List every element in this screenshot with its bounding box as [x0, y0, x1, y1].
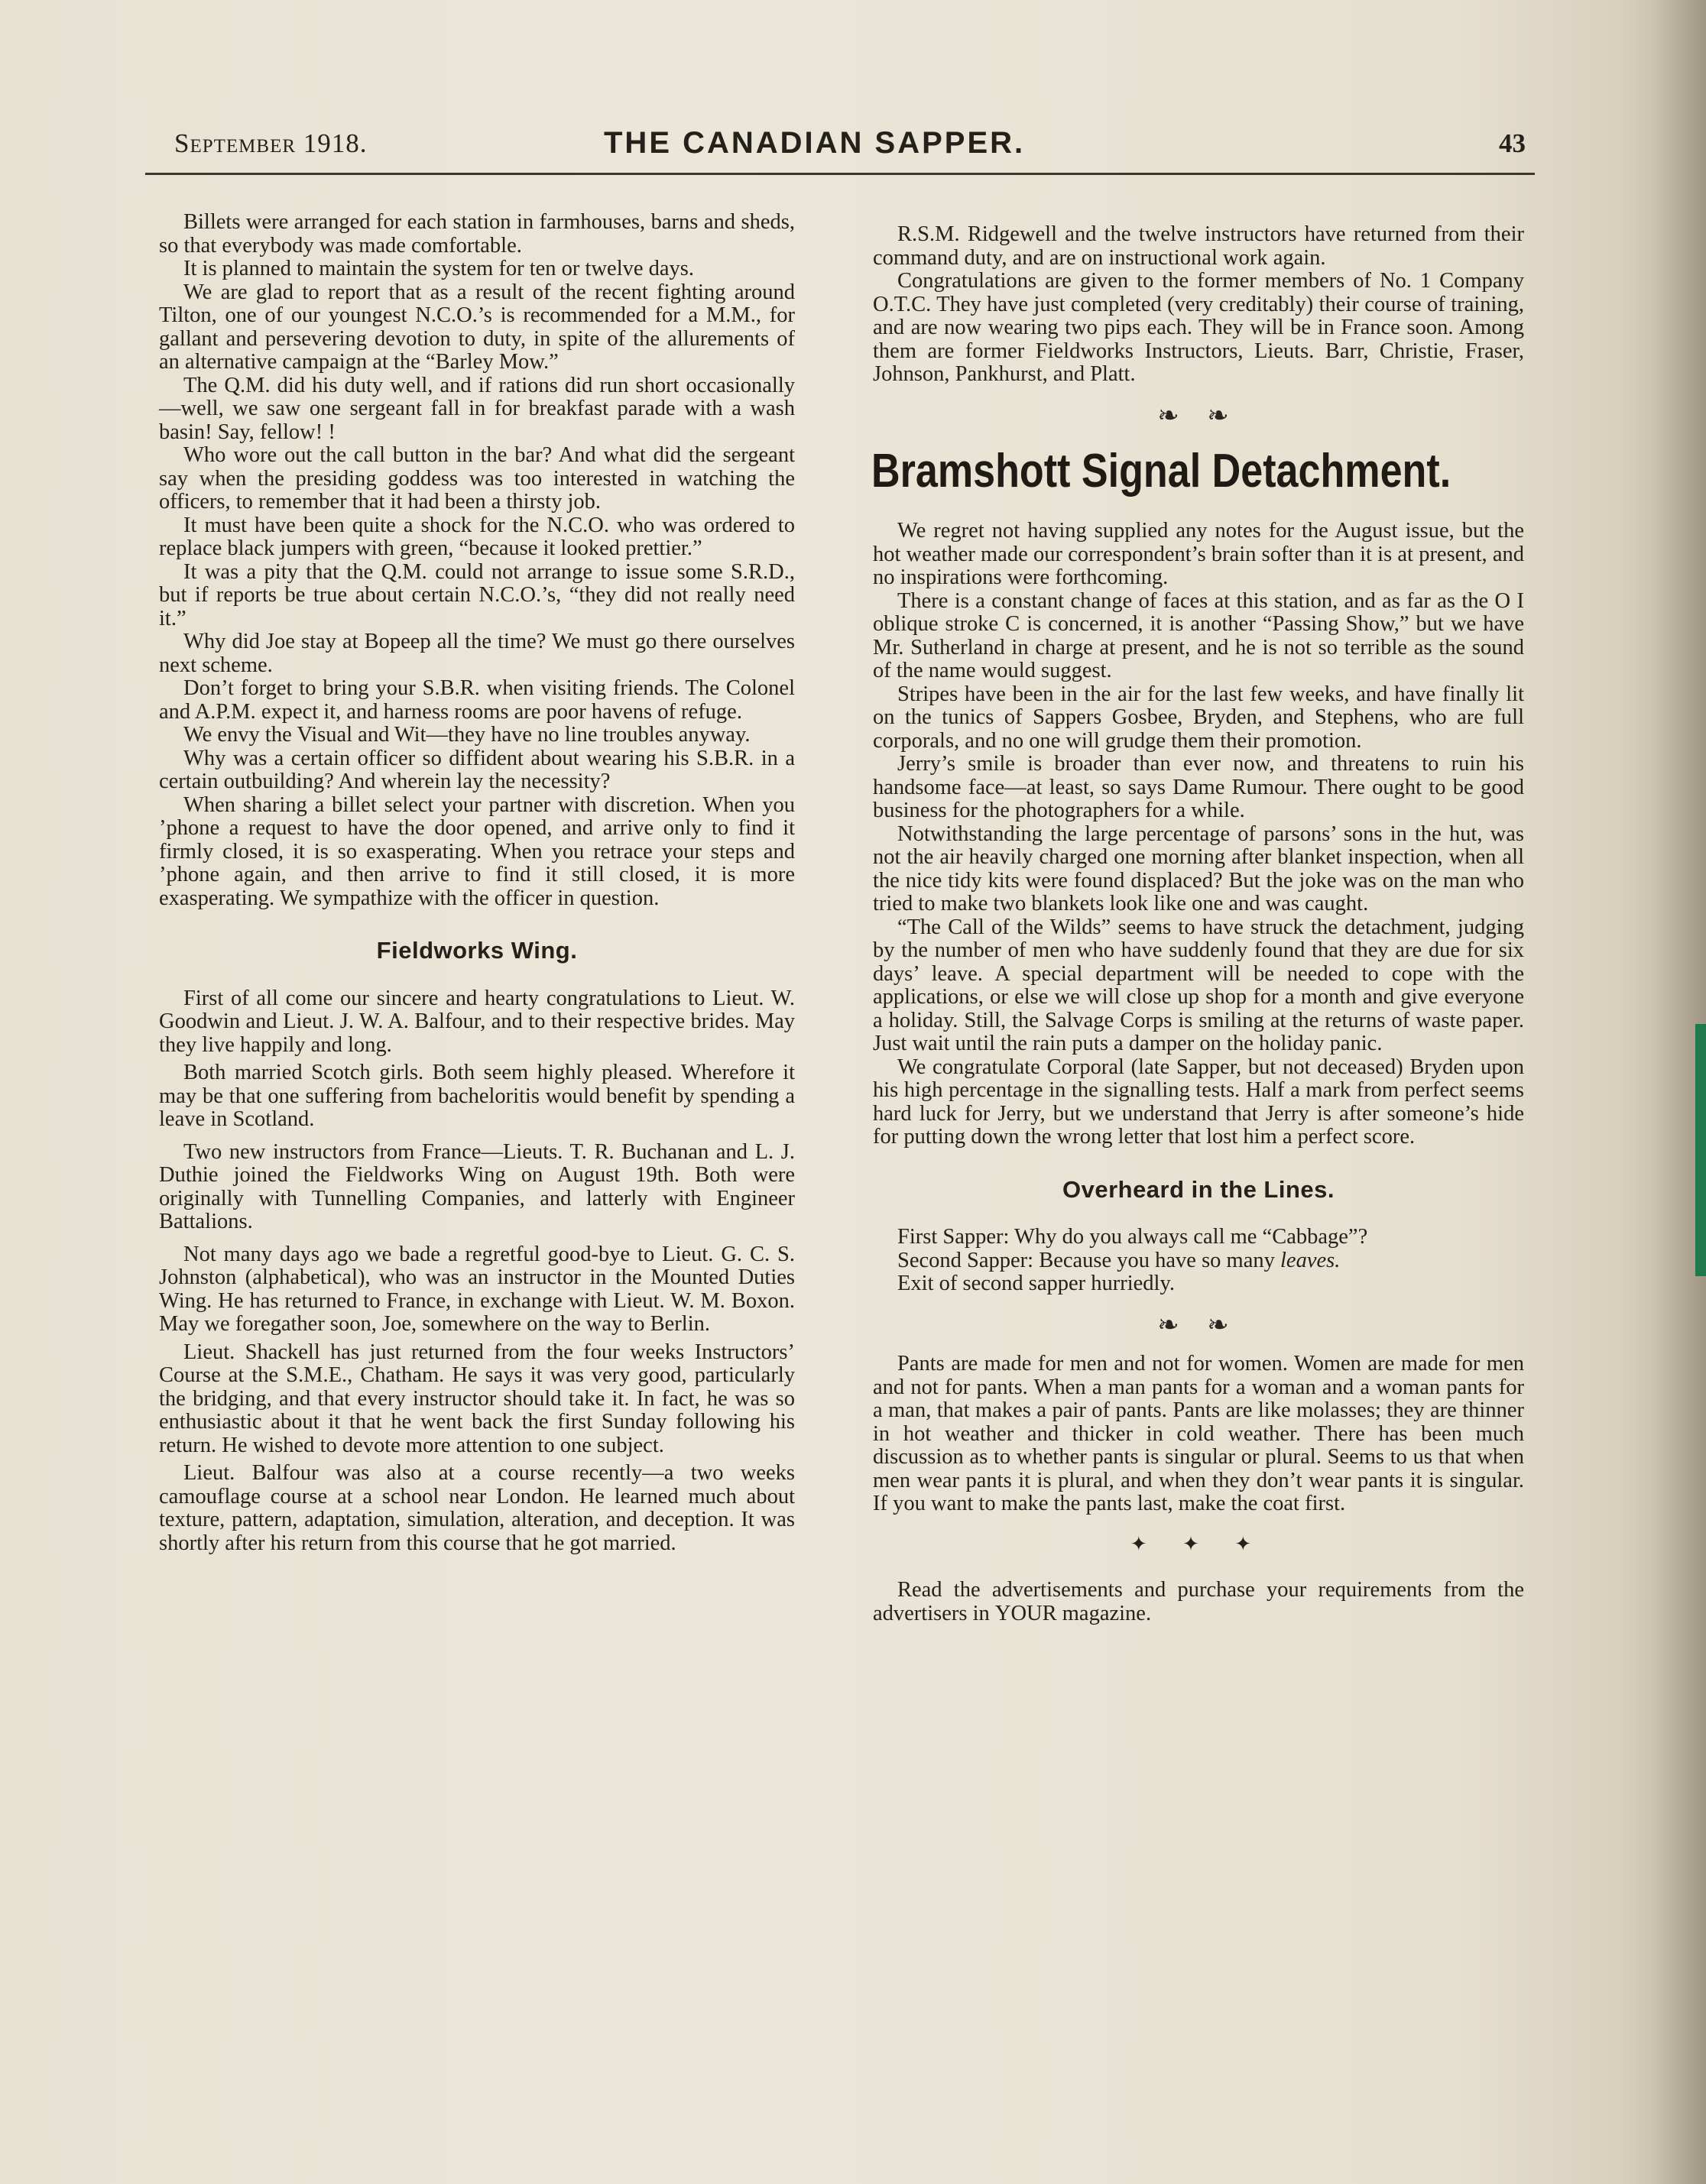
header-rule	[145, 173, 1535, 175]
paragraph: We regret not having supplied any notes for the August issue, but the hot weather made our correspondent’s brain softer than it is at present, and no inspirations were forthcoming.	[873, 519, 1524, 589]
running-header	[174, 128, 1533, 174]
paragraph: The Q.M. did his duty well, and if rations did run short occasionally—well, we saw one sergeant fall in for breakfast parade with a wash basin! Say, fellow! !	[159, 373, 795, 444]
page-number: 43	[1499, 128, 1526, 158]
header-title: THE CANADIAN SAPPER.	[604, 126, 1026, 160]
paragraph: First of all come our sincere and hearty congratulations to Lieut. W. Goodwin and Lieut. J. W. A. Balfour, and to their respective brides. May they live happily and long.	[159, 986, 795, 1057]
fieldworks-heading: Fieldworks Wing.	[376, 937, 578, 964]
dialog-line	[873, 1249, 1524, 1273]
paragraph: Not many days ago we bade a regretful good-bye to Lieut. G. C. S. Johnston (alphabetical), who was an instructor in the Mounted Duties Wing. He has returned to France, in exchange with Lieut. W. M. Boxon. May we foregather soon, Joe, somewhere on the way to Berlin.	[159, 1242, 795, 1336]
dialog-block	[873, 1226, 1524, 1296]
paragraph: There is a constant change of faces at this station, and as far as the O I oblique stroke C is concerned, it is another “Passing Show,” but we have Mr. Sutherland in charge at present, and he is not so terrible as the sound of the name would suggest.	[873, 588, 1524, 682]
paragraph: Why was a certain officer so diffident about wearing his S.B.R. in a certain outbuilding? And wherein lay the necessity?	[159, 746, 795, 793]
dialog-emphasis: leaves.	[1280, 1248, 1341, 1272]
paragraph: We congratulate Corporal (late Sapper, but not deceased) Bryden upon his high percentage in the signalling tests. Half a mark from perfect seems hard luck for Jerry, but we understand that Jerry is after someone’s hide for putting down the wrong letter that lost him a perfect score.	[873, 1055, 1524, 1149]
left-column	[159, 211, 795, 1555]
header-date: September 1918.	[174, 128, 368, 158]
bramshott-heading: Bramshott Signal Detachment.	[871, 445, 1451, 497]
paragraph: Lieut. Balfour was also at a course recently—a two weeks camouflage course at a school near London. He learned much about texture, pattern, adaptation, simulation, alteration, and deception. It was shortly after his return from this course that he got married.	[159, 1461, 795, 1555]
paragraph: Lieut. Shackell has just returned from the four weeks Instructors’ Course at the S.M.E., Chatham. He says it was very good, particularly the bridging, and that every instructor should take it. In fact, he was so enthusiastic about it that he went back the first Sunday following his return. He wished to devote more attention to one subject.	[159, 1340, 795, 1457]
paragraph: R.S.M. Ridgewell and the twelve instructors have returned from their command duty, and are on instructional work again.	[873, 222, 1524, 270]
advert-note	[873, 1579, 1524, 1625]
paragraph: It must have been quite a shock for the N.C.O. who was ordered to replace black jumpers with green, “because it looked prettier.”	[159, 513, 795, 560]
paragraph: It is planned to maintain the system for ten or twelve days.	[183, 257, 695, 280]
paragraph: “The Call of the Wilds” seems to have struck the detachment, judging by the number of men who have suddenly found that they are due for six days’ leave. A special department will be needed to cope with the applications, or else we will close up shop for a month and give everyone a holiday. Still, the Salvage Corps is smiling at the returns of waste paper. Just wait until the rain puts a damper on the holiday panic.	[873, 915, 1524, 1055]
advert-text: Read the advertisements and purchase your requirements from the advertisers in	[873, 1578, 1524, 1625]
advert-text-end: magazine.	[1056, 1601, 1152, 1625]
advert-your: YOUR	[994, 1601, 1057, 1625]
paragraph: We envy the Visual and Wit—they have no line troubles anyway.	[183, 723, 751, 747]
green-page-tab	[1695, 1024, 1706, 1276]
paragraph: Billets were arranged for each station in farmhouses, barns and sheds, so that everybody was made comfortable.	[159, 210, 795, 258]
paragraph: Don’t forget to bring your S.B.R. when visiting friends. The Colonel and A.P.M. expect it, and harness rooms are poor havens of refuge.	[159, 676, 795, 724]
dialog-line: Exit of second sapper hurriedly.	[897, 1272, 1175, 1295]
paragraph: Jerry’s smile is broader than ever now, and threatens to ruin his handsome face—at least, so says Dame Rumour. There ought to be good business for the photographers for a while.	[873, 752, 1524, 822]
ornament-divider: ❧ ❧	[1157, 1311, 1240, 1340]
overheard-heading: Overheard in the Lines.	[1062, 1175, 1335, 1203]
paragraph: Both married Scotch girls. Both seem highly pleased. Wherefore it may be that one suffering from bacheloritis would benefit by spending a leave in Scotland.	[159, 1061, 795, 1131]
paragraph: Stripes have been in the air for the last few weeks, and have finally lit on the tunics of Sappers Gosbee, Bryden, and Stephens, who are full corporals, and no one will grudge them their promotion.	[873, 682, 1524, 753]
dialog-line: First Sapper: Why do you always call me “Cabbage”?	[897, 1225, 1368, 1249]
paragraph: It was a pity that the Q.M. could not arrange to issue some S.R.D., but if reports be true about certain N.C.O.’s, “they did not really need it.”	[159, 559, 795, 630]
paragraph: Who wore out the call button in the bar? And what did the sergeant say when the presiding goddess was too interested in watching the officers, to remember that it had been a thirsty job.	[159, 443, 795, 514]
paragraph: When sharing a billet select your partner with discretion. When you ’phone a request to have the door opened, and arrive only to find it firmly closed, it is so exasperating. When you retrace your steps and ’phone again, and then arrive to find it still closed, it is more exasperating. We sympathize with the officer in question.	[159, 792, 795, 910]
paragraph: Notwithstanding the large percentage of parsons’ sons in the hut, was not the air heavily charged one morning after blanket inspection, when all the nice tidy kits were found displaced? But the joke was on the man who tried to make two blankets look like one and was caught.	[873, 821, 1524, 915]
paragraph: Pants are made for men and not for women. Women are made for men and not for pants. When a man pants for a woman and a woman pants for a man, that makes a pair of pants. Pants are like molasses; they are thinner in hot weather and thicker in cold weather. There has been much discussion as to whether pants is singular or plural. Seems to us that when men wear pants it is plural, and when they don’t wear pants it is singular. If you want to make the pants last, make the coat first.	[873, 1352, 1524, 1515]
paragraph: Why did Joe stay at Bopeep all the time? We must go there ourselves next scheme.	[159, 630, 795, 677]
right-column	[873, 223, 1524, 1625]
ornament-divider: ❧ ❧	[1157, 401, 1240, 430]
paragraph: We are glad to report that as a result of the recent fighting around Tilton, one of our youngest N.C.O.’s is recommended for a M.M., for gallant and persevering devotion to duty, in spite of the allurements of an alternative campaign at the “Barley Mow.”	[159, 280, 795, 374]
ornament-divider: ✦ ✦ ✦	[1130, 1532, 1267, 1555]
dialog-text: Second Sapper: Because you have so many	[897, 1248, 1280, 1272]
paragraph: Two new instructors from France—Lieuts. T. R. Buchanan and L. J. Duthie joined the Fieldworks Wing on August 19th. Both were originally with Tunnelling Companies, and latterly with Engineer Battalions.	[159, 1139, 795, 1233]
paragraph: Congratulations are given to the former members of No. 1 Company O.T.C. They have just completed (very creditably) their course of training, and are now wearing two pips each. They will be in France soon. Among them are former Fieldworks Instructors, Lieuts. Barr, Christie, Fraser, Johnson, Pankhurst, and Platt.	[873, 269, 1524, 386]
